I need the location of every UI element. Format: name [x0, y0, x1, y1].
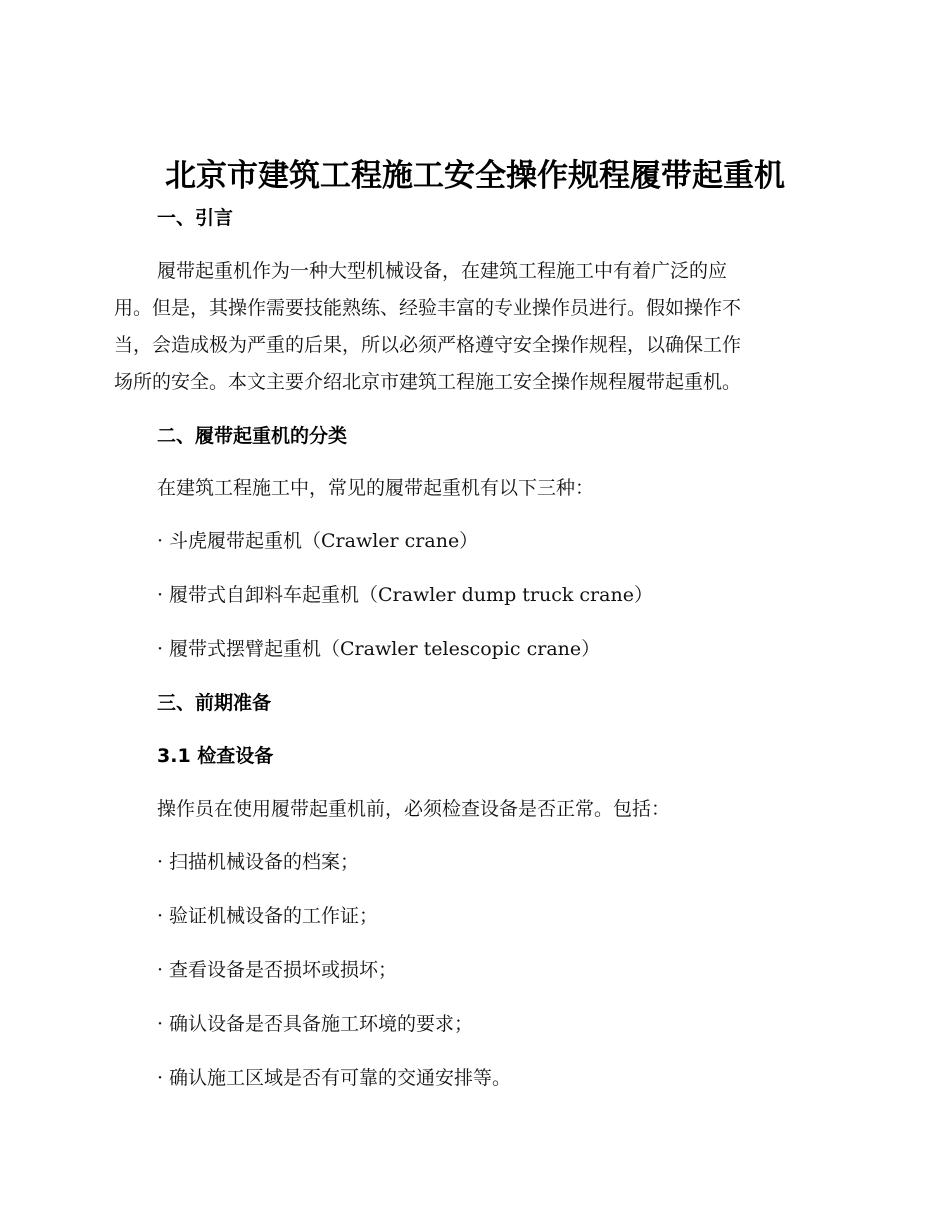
section-heading-classification: 二、履带起重机的分类 [157, 425, 348, 447]
paragraph-line: 在建筑工程施工中，常见的履带起重机有以下三种： [157, 477, 595, 499]
bullet-icon: · [157, 638, 164, 660]
paragraph-line: 操作员在使用履带起重机前，必须检查设备是否正常。包括： [157, 798, 671, 820]
list-item-text: 验证机械设备的工作证； [169, 905, 379, 927]
list-item-text: 履带式摆臂起重机（Crawler telescopic crane） [169, 638, 601, 660]
bullet-icon: · [157, 584, 164, 606]
list-item-text: 履带式自卸料车起重机（Crawler dump truck crane） [169, 584, 653, 606]
paragraph-line: 用。但是，其操作需要技能熟练、经验丰富的专业操作员进行。假如操作不 [114, 297, 742, 319]
document-title: 北京市建筑工程施工安全操作规程履带起重机 [165, 158, 785, 194]
list-item-text: 扫描机械设备的档案； [169, 851, 360, 873]
list-item [157, 526, 478, 553]
bullet-icon: · [157, 1067, 164, 1089]
list-item-text: 确认设备是否具备施工环境的要求； [169, 1013, 474, 1035]
list-item [157, 955, 397, 982]
list-item-text: 查看设备是否损坏或损坏； [169, 959, 398, 981]
paragraph-line: 履带起重机作为一种大型机械设备，在建筑工程施工中有着广泛的应 [157, 260, 728, 282]
subsection-heading-check-equipment: 3.1 检查设备 [157, 745, 274, 767]
bullet-icon: · [157, 530, 164, 552]
list-item [157, 580, 653, 607]
list-item [157, 847, 359, 874]
bullet-icon: · [157, 905, 164, 927]
list-item-text: 斗虎履带起重机（Crawler crane） [169, 530, 479, 552]
list-item [157, 634, 600, 661]
section-heading-introduction: 一、引言 [157, 207, 234, 229]
list-item [157, 1063, 511, 1090]
list-item-text: 确认施工区域是否有可靠的交通安排等。 [169, 1067, 512, 1089]
paragraph-line: 场所的安全。本文主要介绍北京市建筑工程施工安全操作规程履带起重机。 [114, 371, 742, 393]
section-heading-preparation: 三、前期准备 [157, 692, 272, 714]
bullet-icon: · [157, 959, 164, 981]
paragraph-line: 当，会造成极为严重的后果，所以必须严格遵守安全操作规程，以确保工作 [114, 334, 742, 356]
list-item [157, 901, 378, 928]
bullet-icon: · [157, 851, 164, 873]
bullet-icon: · [157, 1013, 164, 1035]
list-item [157, 1009, 473, 1036]
